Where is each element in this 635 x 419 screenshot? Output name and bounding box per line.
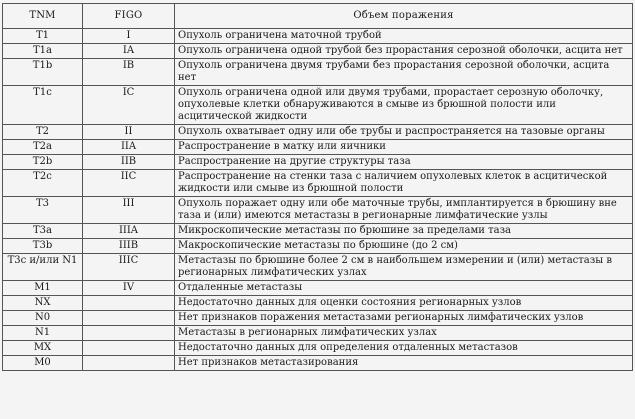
cell-tnm: T1b xyxy=(3,59,83,86)
table-row xyxy=(3,44,633,59)
header-tnm: TNM xyxy=(3,4,83,29)
table-body xyxy=(3,29,633,371)
table-row xyxy=(3,254,633,281)
cell-tnm: T2b xyxy=(3,155,83,170)
cell-tnm: T3a xyxy=(3,224,83,239)
cell-tnm: T3c и/или N1 xyxy=(3,254,83,281)
cell-figo: IA xyxy=(83,44,175,59)
cell-tnm: N1 xyxy=(3,326,83,341)
cell-tnm: N0 xyxy=(3,311,83,326)
table-row xyxy=(3,86,633,125)
cell-figo: IIIC xyxy=(83,254,175,281)
cell-description: Опухоль ограничена одной или двумя трубами, прорастает серозную оболочку, опухолевые клетки обнаруживаются в смыве из брюшной полости или асцитической жидкости xyxy=(175,86,633,125)
table-row xyxy=(3,29,633,44)
cell-tnm: T3b xyxy=(3,239,83,254)
cell-tnm: M0 xyxy=(3,356,83,371)
table-row xyxy=(3,311,633,326)
cell-tnm: T1c xyxy=(3,86,83,125)
cell-description: Опухоль ограничена двумя трубами без прорастания серозной оболочки, асцита нет xyxy=(175,59,633,86)
cell-tnm: T3 xyxy=(3,197,83,224)
cell-figo: IC xyxy=(83,86,175,125)
table-header xyxy=(3,4,633,29)
cell-tnm: T2c xyxy=(3,170,83,197)
cell-tnm: T1 xyxy=(3,29,83,44)
cell-description: Недостаточно данных для оценки состояния регионарных узлов xyxy=(175,296,633,311)
cell-tnm: T1a xyxy=(3,44,83,59)
cell-description: Распространение в матку или яичники xyxy=(175,140,633,155)
cell-description: Метастазы в регионарных лимфатических узлах xyxy=(175,326,633,341)
table-row xyxy=(3,296,633,311)
cell-figo: IIB xyxy=(83,155,175,170)
table-row xyxy=(3,155,633,170)
cell-description: Метастазы по брюшине более 2 см в наибольшем измерении и (или) метастазы в регионарных лимфатических узлах xyxy=(175,254,633,281)
table-row xyxy=(3,239,633,254)
cell-figo: III xyxy=(83,197,175,224)
cell-tnm: T2 xyxy=(3,125,83,140)
table-row xyxy=(3,356,633,371)
table-row xyxy=(3,170,633,197)
cell-figo xyxy=(83,311,175,326)
cell-figo: IIA xyxy=(83,140,175,155)
cell-description: Опухоль ограничена маточной трубой xyxy=(175,29,633,44)
cell-figo: I xyxy=(83,29,175,44)
cell-description: Нет признаков метастазирования xyxy=(175,356,633,371)
table-row xyxy=(3,59,633,86)
table-row xyxy=(3,197,633,224)
cell-figo: IV xyxy=(83,281,175,296)
cell-tnm: NX xyxy=(3,296,83,311)
cell-description: Распространение на стенки таза с наличием опухолевых клеток в асцитической жидкости или смыве из брюшной полости xyxy=(175,170,633,197)
cell-description: Опухоль охватывает одну или обе трубы и распространяется на тазовые органы xyxy=(175,125,633,140)
cell-figo xyxy=(83,341,175,356)
table-row xyxy=(3,326,633,341)
header-extent: Объем поражения xyxy=(175,4,633,29)
cell-description: Опухоль поражает одну или обе маточные трубы, имплантируется в брюшину вне таза и (или) имеются метастазы в регионарные лимфатические узлы xyxy=(175,197,633,224)
cell-tnm: M1 xyxy=(3,281,83,296)
staging-table xyxy=(2,3,633,371)
cell-figo xyxy=(83,326,175,341)
table-row xyxy=(3,125,633,140)
cell-figo: IIC xyxy=(83,170,175,197)
cell-tnm: MX xyxy=(3,341,83,356)
table-row xyxy=(3,140,633,155)
header-figo: FIGO xyxy=(83,4,175,29)
cell-description: Отдаленные метастазы xyxy=(175,281,633,296)
cell-figo: II xyxy=(83,125,175,140)
cell-tnm: T2a xyxy=(3,140,83,155)
table-row xyxy=(3,224,633,239)
cell-figo xyxy=(83,356,175,371)
cell-description: Опухоль ограничена одной трубой без прорастания серозной оболочки, асцита нет xyxy=(175,44,633,59)
cell-figo: IIIA xyxy=(83,224,175,239)
cell-description: Нет признаков поражения метастазами регионарных лимфатических узлов xyxy=(175,311,633,326)
table-row xyxy=(3,281,633,296)
cell-description: Макроскопические метастазы по брюшине (до 2 см) xyxy=(175,239,633,254)
cell-figo: IIIB xyxy=(83,239,175,254)
cell-figo xyxy=(83,296,175,311)
cell-description: Распространение на другие структуры таза xyxy=(175,155,633,170)
cell-description: Недостаточно данных для определения отдаленных метастазов xyxy=(175,341,633,356)
cell-figo: IB xyxy=(83,59,175,86)
cell-description: Микроскопические метастазы по брюшине за пределами таза xyxy=(175,224,633,239)
header-row xyxy=(3,4,633,29)
table-row xyxy=(3,341,633,356)
